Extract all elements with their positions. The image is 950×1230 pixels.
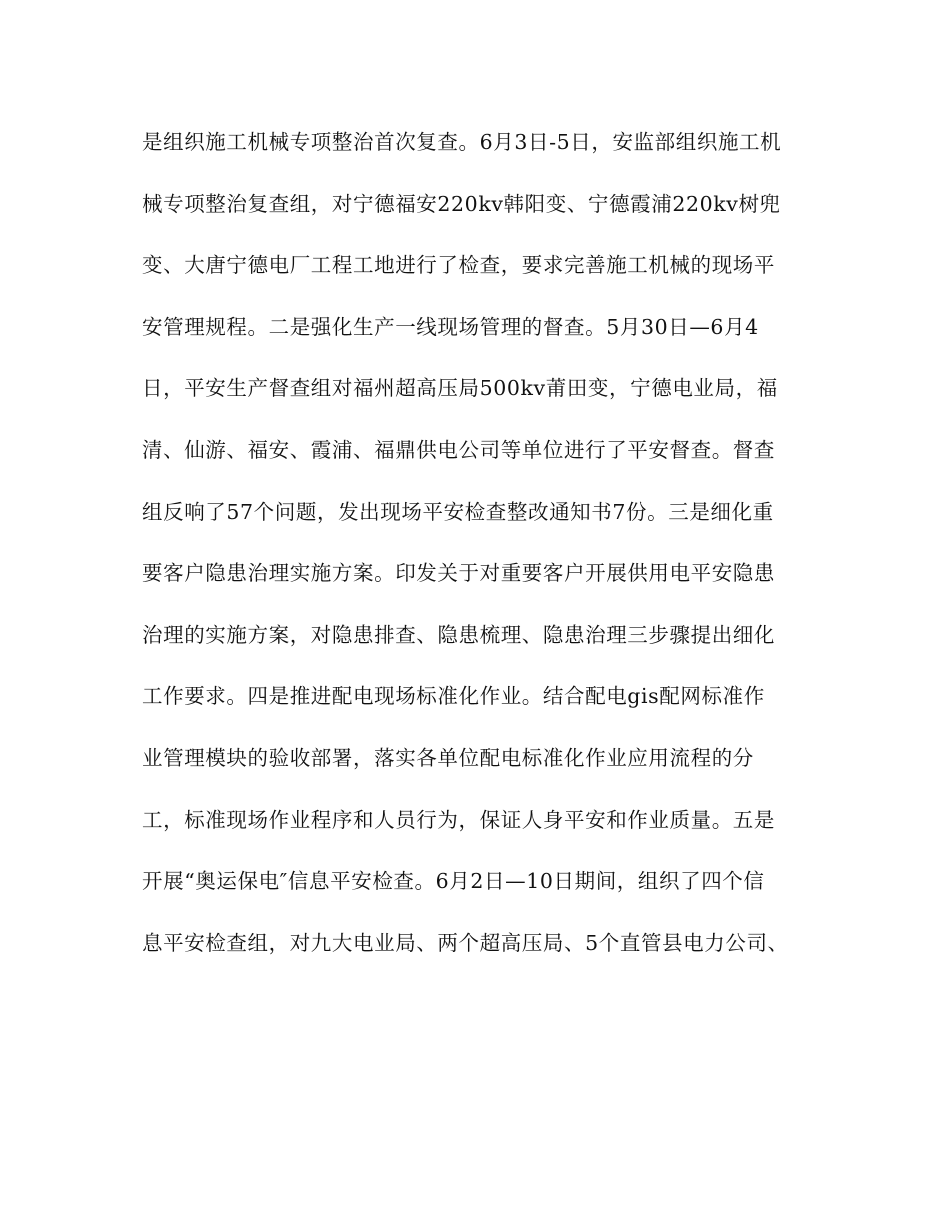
text-line-1: 是组织施工机械专项整治首次复查。6月3日-5日，安监部组织施工机 [142,130,782,154]
text-line-9: 治理的实施方案，对隐患排查、隐患梳理、隐患治理三步骤提出细化 [142,622,775,647]
text-line-6: 清、仙游、福安、霞浦、福鼎供电公司等单位进行了平安督查。督查 [142,437,775,462]
text-line-13: 开展“奥运保电″信息平安检查。6月2日—10日期间，组织了四个信 [142,869,765,894]
text-line-12: 工，标准现场作业程序和人员行为，保证人身平安和作业质量。五是 [142,807,775,832]
text-line-4: 安管理规程。二是强化生产一线现场管理的督查。5月30日—6月4 [142,314,759,339]
text-line-10: 工作要求。四是推进配电现场标准化作业。结合配电gis配网标准作 [142,684,765,709]
text-line-14: 息平安检查组，对九大电业局、两个超高压局、5个直管县电力公司、 [142,930,789,955]
text-line-3: 变、大唐宁德电厂工程工地进行了检查，要求完善施工机械的现场平 [142,253,775,278]
text-line-2: 械专项整治复查组，对宁德福安220kv韩阳变、宁德霞浦220kv树兜 [142,191,781,216]
body-text [142,122,822,984]
text-line-5: 日，平安生产督查组对福州超高压局500kv莆田变，宁德电业局，福 [142,376,778,401]
text-line-11: 业管理模块的验收部署，落实各单位配电标准化作业应用流程的分 [142,745,754,770]
text-line-8: 要客户隐患治理实施方案。印发关于对重要客户开展供用电平安隐患 [142,561,775,586]
text-line-7: 组反响了57个问题，发出现场平安检查整改通知书7份。三是细化重 [142,499,774,524]
